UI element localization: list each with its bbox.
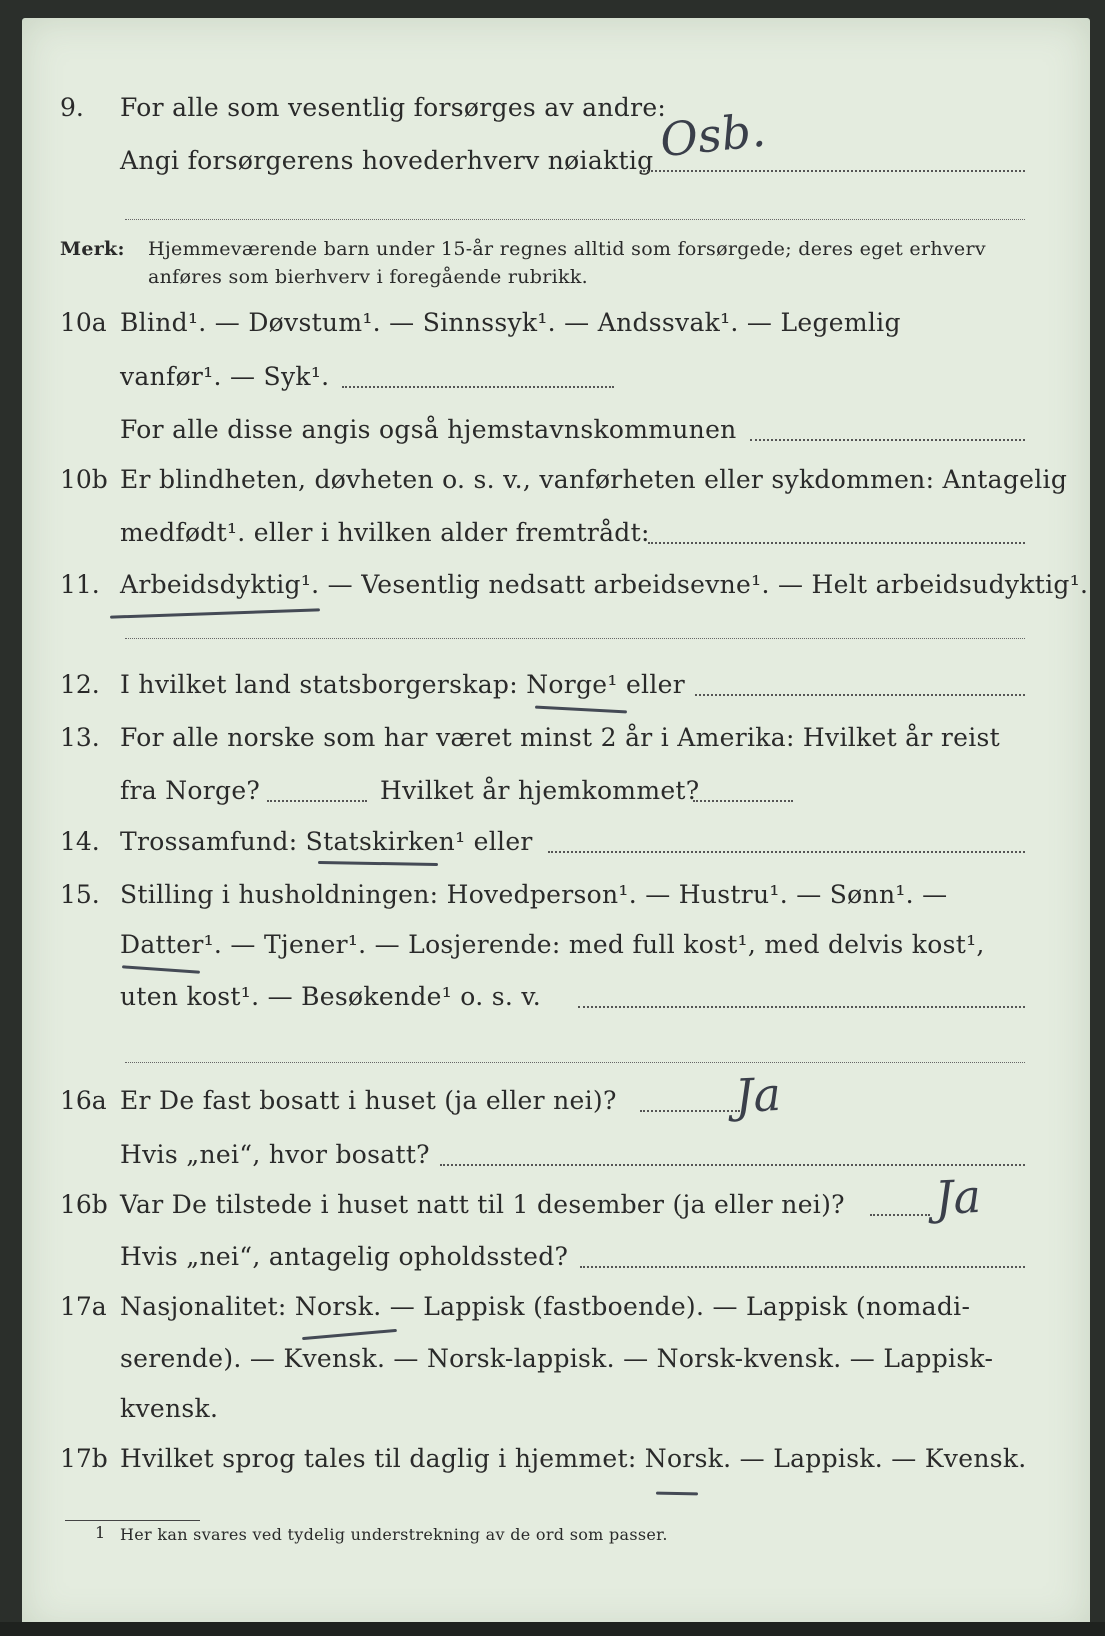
- handwritten-answer-16b: Ja: [933, 1168, 983, 1226]
- question-16b-line1: Var De tilstede i huset natt til 1 desember (ja eller nei)?: [120, 1190, 845, 1219]
- handwritten-answer-16a: Ja: [733, 1066, 783, 1124]
- note-line2: anføres som bierhverv i foregående rubrikk.: [148, 266, 588, 288]
- answer-line: [125, 638, 1025, 639]
- question-16a-number: 16a: [60, 1086, 107, 1115]
- note-line1: Hjemmeværende barn under 15-år regnes alltid som forsørgede; deres eget erhverv: [148, 238, 986, 260]
- question-13-number: 13.: [60, 723, 100, 752]
- question-11-line1: Arbeidsdyktig¹. — Vesentlig nedsatt arbeidsevne¹. — Helt arbeidsudyktig¹.: [120, 570, 1089, 599]
- question-15-line1: Stilling i husholdningen: Hovedperson¹. — Hustru¹. — Sønn¹. —: [120, 880, 948, 909]
- question-15-line2: Datter¹. — Tjener¹. — Losjerende: med full kost¹, med delvis kost¹,: [120, 930, 985, 959]
- answer-line: [640, 170, 1025, 172]
- question-17a-line1: Nasjonalitet: Norsk. — Lappisk (fastboende). — Lappisk (nomadi-: [120, 1292, 971, 1321]
- question-10b-line2: medfødt¹. eller i hvilken alder fremtrådt:: [120, 518, 650, 547]
- question-10a-line1: Blind¹. — Døvstum¹. — Sinnssyk¹. — Andssvak¹. — Legemlig: [120, 308, 901, 337]
- question-15-number: 15.: [60, 880, 100, 909]
- question-17b-line1: Hvilket sprog tales til daglig i hjemmet: Norsk. — Lappisk. — Kvensk.: [120, 1444, 1027, 1473]
- footnote-marker: 1: [95, 1523, 106, 1542]
- answer-line: [648, 542, 1025, 544]
- question-10a-number: 10a: [60, 308, 107, 337]
- question-11-number: 11.: [60, 570, 100, 599]
- answer-line: [580, 1266, 1025, 1268]
- footnote-rule: [65, 1520, 200, 1521]
- answer-line: [125, 1062, 1025, 1063]
- question-17a-line2: serende). — Kvensk. — Norsk-lappisk. — Norsk-kvensk. — Lappisk-: [120, 1344, 994, 1373]
- question-14-line1: Trossamfund: Statskirken¹ eller: [120, 827, 533, 856]
- question-17a-number: 17a: [60, 1292, 107, 1321]
- question-13-line2a: fra Norge?: [120, 776, 261, 805]
- question-12-line1: I hvilket land statsborgerskap: Norge¹ eller: [120, 670, 685, 699]
- question-16b-number: 16b: [60, 1190, 108, 1219]
- footnote-text: Her kan svares ved tydelig understrekning av de ord som passer.: [120, 1525, 668, 1544]
- answer-line: [870, 1214, 930, 1216]
- question-17b-number: 17b: [60, 1444, 108, 1473]
- question-15-line3: uten kost¹. — Besøkende¹ o. s. v.: [120, 982, 542, 1011]
- question-10a-line2: vanfør¹. — Syk¹.: [120, 362, 330, 391]
- question-9-line2: Angi forsørgerens hovederhverv nøiaktig: [120, 146, 654, 175]
- answer-line: [548, 851, 1025, 853]
- answer-line: [640, 1110, 740, 1112]
- answer-line: [125, 219, 1025, 220]
- handwritten-answer-9: Osb.: [657, 102, 768, 168]
- answer-line: [578, 1006, 1025, 1008]
- note-label: Merk:: [60, 238, 125, 260]
- question-10a-line3: For alle disse angis også hjemstavnskommunen: [120, 415, 737, 444]
- question-13-line1: For alle norske som har været minst 2 år i Amerika: Hvilket år reist: [120, 723, 1001, 752]
- question-14-number: 14.: [60, 827, 100, 856]
- question-16b-line2: Hvis „nei“, antagelig opholdssted?: [120, 1242, 569, 1271]
- question-10b-line1: Er blindheten, døvheten o. s. v., vanførheten eller sykdommen: Antagelig: [120, 465, 1068, 494]
- question-17a-line3: kvensk.: [120, 1394, 219, 1423]
- question-12-number: 12.: [60, 670, 100, 699]
- scan-border: [0, 1622, 1105, 1636]
- question-9-line1: For alle som vesentlig forsørges av andre:: [120, 93, 667, 122]
- question-16a-line2: Hvis „nei“, hvor bosatt?: [120, 1140, 430, 1169]
- question-10b-number: 10b: [60, 465, 108, 494]
- question-9-number: 9.: [60, 93, 84, 122]
- answer-line: [342, 386, 614, 388]
- answer-line: [440, 1164, 1025, 1166]
- answer-line: [750, 439, 1025, 441]
- answer-line: [267, 800, 367, 802]
- question-13-line2b: Hvilket år hjemkommet?: [380, 776, 700, 805]
- question-16a-line1: Er De fast bosatt i huset (ja eller nei)?: [120, 1086, 617, 1115]
- answer-line: [693, 800, 793, 802]
- answer-line: [695, 694, 1025, 696]
